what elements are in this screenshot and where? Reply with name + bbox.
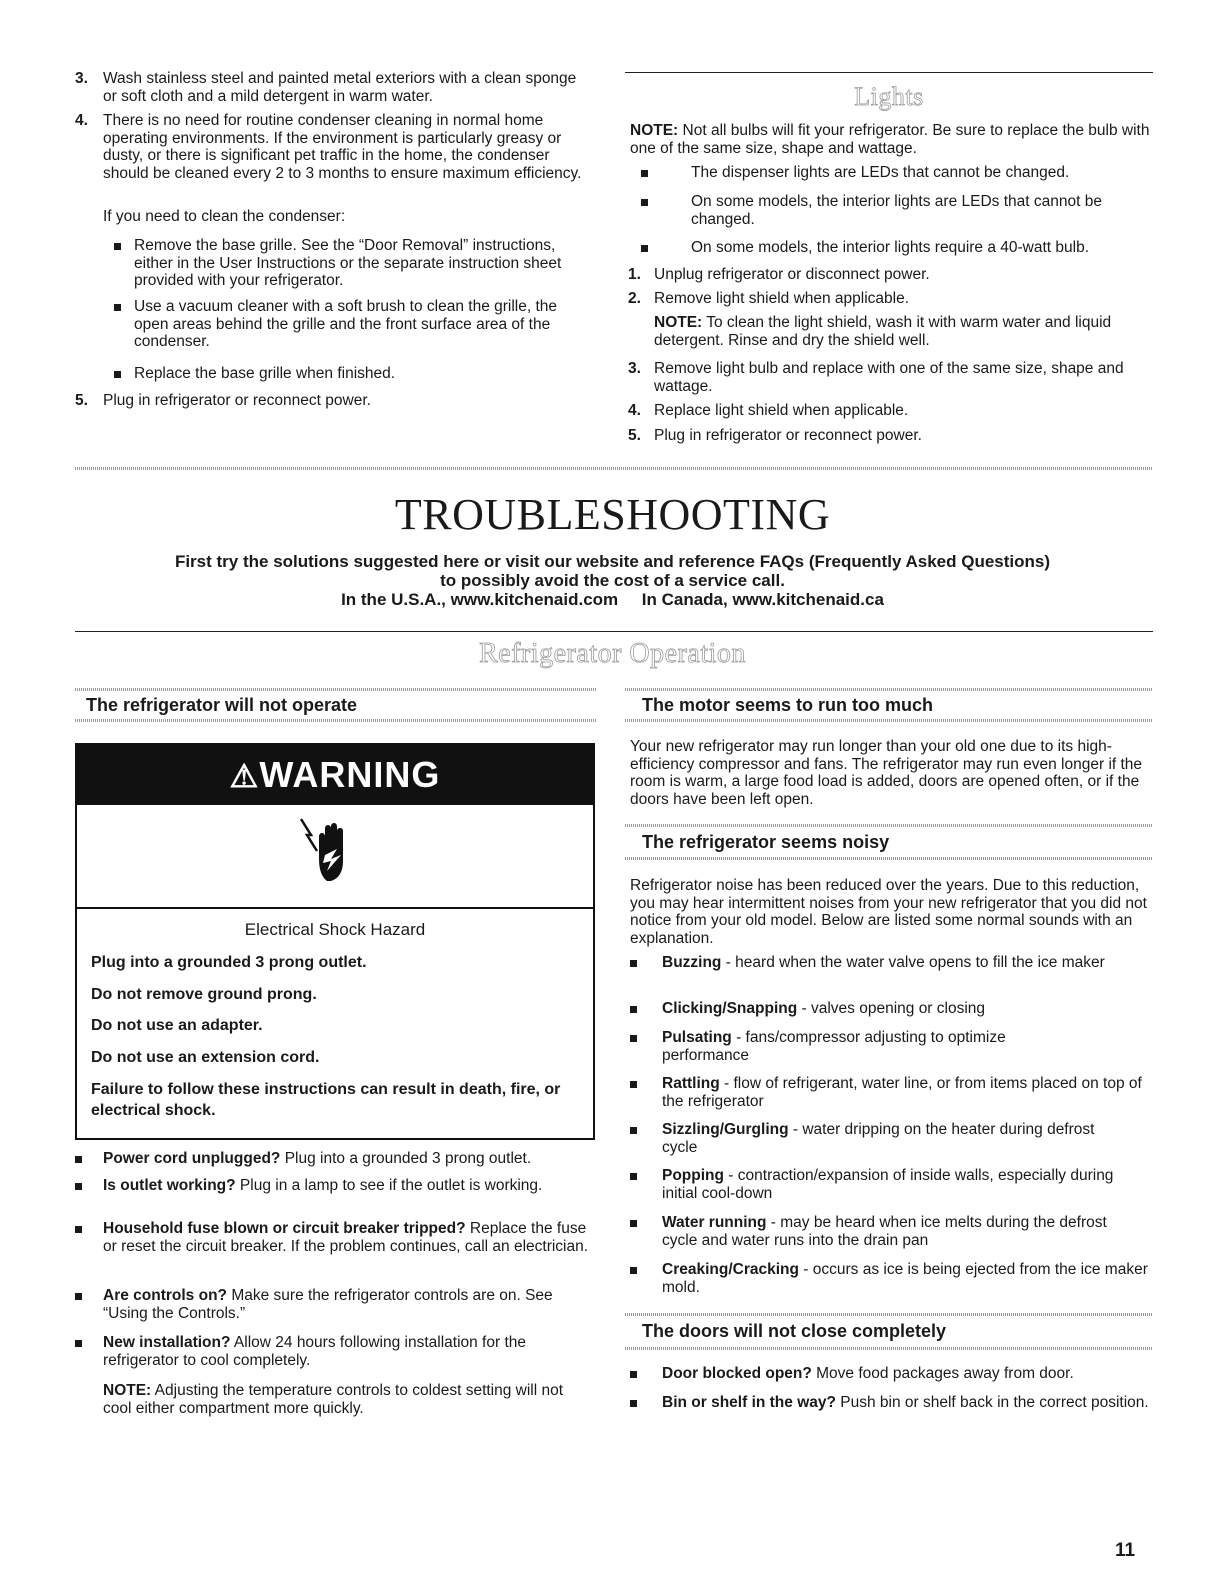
warning-icon: ⚠: [229, 758, 260, 794]
list-item: Household fuse blown or circuit breaker tripped? Replace the fuse or reset the circuit breaker. If the problem continues, call an electrician.: [75, 1220, 600, 1255]
list-item: Sizzling/Gurgling - water dripping on the heater during defrost cycle: [630, 1121, 1155, 1156]
section-heading: The refrigerator will not operate: [86, 695, 358, 715]
warning-line: Plug into a grounded 3 prong outlet.: [91, 954, 367, 971]
bullet-icon: [630, 1081, 637, 1088]
list-item: 5. Plug in refrigerator or reconnect power.: [75, 392, 371, 409]
bullet-icon: [630, 960, 637, 967]
list-item: Clicking/Snapping - valves opening or closing: [630, 1000, 1155, 1018]
troubleshooting-intro: First try the solutions suggested here or visit our website and reference FAQs (Frequently Asked Questions) to possibly avoid the cost of a service call. In the U.S.A., www.kitchenaid.com In Canada, www.kitchenaid.ca: [174, 552, 1051, 609]
lights-note: NOTE: Not all bulbs will fit your refrigerator. Be sure to replace the bulb with one of the same size, shape and wattage.: [630, 122, 1150, 157]
bullet-icon: [75, 1183, 82, 1190]
list-item: Are controls on? Make sure the refrigerator controls are on. See “Using the Controls.”: [75, 1287, 600, 1322]
list-item: 1. Unplug refrigerator or disconnect power.: [628, 266, 930, 283]
list-item: On some models, the interior lights require a 40-watt bulb.: [630, 239, 1155, 257]
list-item: Buzzing - heard when the water valve opens to fill the ice maker: [630, 954, 1155, 972]
list-item: 2. Remove light shield when applicable.: [628, 290, 910, 307]
list-item: 3. Wash stainless steel and painted metal exteriors with a clean sponge or soft cloth and a mild detergent in warm water.: [75, 70, 577, 105]
list-item: On some models, the interior lights are LEDs that cannot be changed.: [630, 193, 1150, 228]
warning-band: ⚠WARNING: [77, 745, 593, 805]
list-item: 3. Remove light bulb and replace with one of the same size, shape and wattage.: [628, 360, 1124, 395]
bullet-icon: [114, 243, 121, 250]
condenser-intro: If you need to clean the condenser:: [103, 208, 346, 225]
divider: [625, 688, 1153, 691]
divider: [75, 467, 1153, 470]
bullet-icon: [630, 1006, 637, 1013]
divider: [625, 72, 1153, 73]
divider: [625, 857, 1153, 860]
divider: [75, 719, 597, 722]
lights-title: Lights: [854, 82, 924, 111]
list-item: Remove the base grille. See the “Door Removal” instructions, either in the User Instructions or the separate instruction sheet provided with your refrigerator.: [103, 237, 593, 290]
step-note: NOTE: To clean the light shield, wash it with warm water and liquid detergent. Rinse and dry the shield well.: [654, 314, 1112, 349]
list-item: Water running - may be heard when ice melts during the defrost cycle and water runs into the drain pan: [630, 1214, 1155, 1249]
warning-box: [75, 743, 595, 1140]
divider: [625, 824, 1153, 827]
section-heading: The doors will not close completely: [642, 1321, 947, 1341]
bullet-icon: [641, 199, 648, 206]
hazard-title: Electrical Shock Hazard: [244, 920, 426, 939]
list-item: Door blocked open? Move food packages away from door.: [630, 1365, 1155, 1383]
list-item: 4. There is no need for routine condenser cleaning in normal home operating environments. If the environment is particularly greasy or dusty, or there is significant pet traffic in the home, the condenser should be cleaned every 2 to 3 months to ensure maximum efficiency.: [75, 112, 582, 182]
list-item: Power cord unplugged? Plug into a grounded 3 prong outlet.: [75, 1150, 600, 1168]
bullet-icon: [641, 245, 648, 252]
bullet-icon: [75, 1156, 82, 1163]
warning-line: Failure to follow these instructions can result in death, fire, or electrical shock.: [91, 1081, 561, 1119]
bullet-icon: [630, 1173, 637, 1180]
page-title: TROUBLESHOOTING: [394, 490, 831, 539]
list-item: 5. Plug in refrigerator or reconnect power.: [628, 427, 922, 444]
bullet-icon: [630, 1127, 637, 1134]
warning-line: Do not use an adapter.: [91, 1017, 263, 1034]
bullet-icon: [114, 304, 121, 311]
page-number: 11: [1115, 1540, 1136, 1561]
bullet-icon: [630, 1220, 637, 1227]
bullet-icon: [75, 1293, 82, 1300]
section-title: Refrigerator Operation: [479, 638, 746, 669]
bullet-icon: [630, 1267, 637, 1274]
list-item: 4. Replace light shield when applicable.: [628, 402, 909, 419]
bullet-icon: [75, 1226, 82, 1233]
noisy-text: Refrigerator noise has been reduced over the years. Due to this reduction, you may hear intermittent noises from your new refrigerator that you did not notice from your old model. Below are listed some normal sounds with an explanation.: [630, 877, 1147, 947]
list-item: Creaking/Cracking - occurs as ice is being ejected from the ice maker mold.: [630, 1261, 1155, 1296]
bullet-icon: [114, 371, 121, 378]
list-item: Bin or shelf in the way? Push bin or shelf back in the correct position.: [630, 1394, 1155, 1412]
list-item: Replace the base grille when finished.: [103, 365, 593, 383]
motor-text: Your new refrigerator may run longer than your old one due to its high-efficiency compressor and fans. The refrigerator may run even longer if the room is warm, a large food load is added, doors are opened often, or if the doors have been left open.: [630, 738, 1143, 808]
section-heading: The motor seems to run too much: [642, 695, 934, 715]
section-heading: The refrigerator seems noisy: [642, 832, 890, 852]
warning-line: Do not use an extension cord.: [91, 1049, 320, 1066]
list-item: Popping - contraction/expansion of inside walls, especially during initial cool-down: [630, 1167, 1155, 1202]
bullet-icon: [641, 170, 648, 177]
divider: [75, 631, 1153, 632]
list-item: Use a vacuum cleaner with a soft brush to clean the grille, the open areas behind the grille and the front surface area of the condenser.: [103, 298, 593, 351]
list-item: The dispenser lights are LEDs that cannot be changed.: [630, 164, 1150, 182]
electric-shock-icon: [297, 815, 357, 887]
bullet-icon: [630, 1371, 637, 1378]
list-item: Is outlet working? Plug in a lamp to see if the outlet is working.: [75, 1177, 600, 1195]
list-item: New installation? Allow 24 hours following installation for the refrigerator to cool completely.: [75, 1334, 600, 1369]
list-item: Pulsating - fans/compressor adjusting to optimize performance: [630, 1029, 1155, 1064]
bullet-icon: [630, 1035, 637, 1042]
bullet-icon: [630, 1400, 637, 1407]
divider: [625, 719, 1153, 722]
divider: [625, 1347, 1153, 1350]
divider: [75, 688, 597, 691]
bullet-icon: [75, 1340, 82, 1347]
divider: [77, 907, 593, 909]
divider: [625, 1313, 1153, 1316]
warning-line: Do not remove ground prong.: [91, 986, 317, 1003]
step-note: NOTE: Adjusting the temperature controls to coldest setting will not cool either compartment more quickly.: [103, 1382, 564, 1417]
list-item: Rattling - flow of refrigerant, water line, or from items placed on top of the refrigerator: [630, 1075, 1155, 1110]
